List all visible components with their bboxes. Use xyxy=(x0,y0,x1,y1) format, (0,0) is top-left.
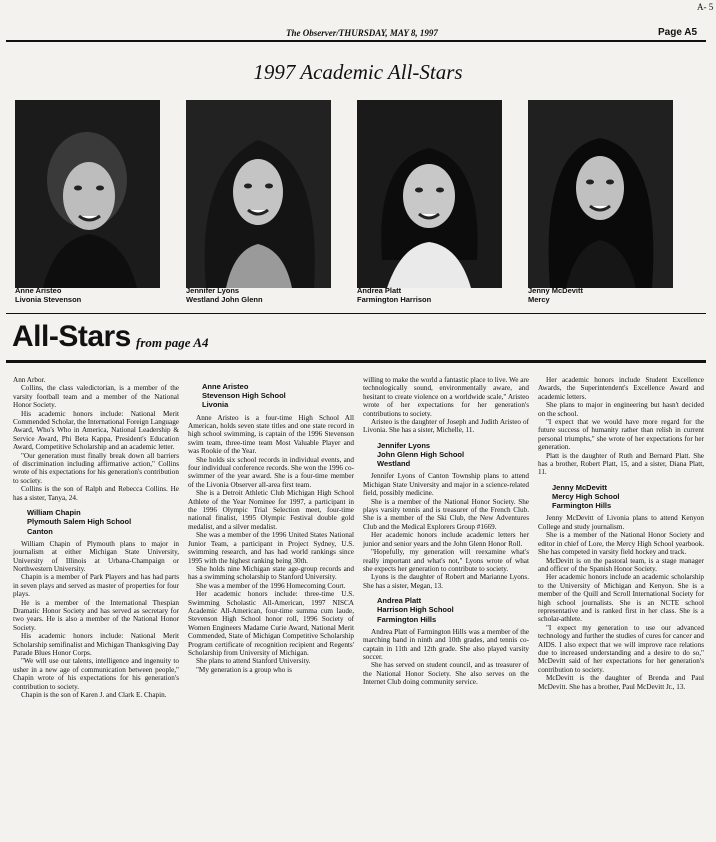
jump-line: from page A4 xyxy=(136,335,209,350)
paper-dateline: The Observer/THURSDAY, MAY 8, 1997 xyxy=(286,28,438,38)
school-line: Farmington Hills xyxy=(377,614,437,624)
portrait-image xyxy=(357,100,502,288)
caption-anne-aristeo xyxy=(15,286,81,304)
photo-anne-aristeo xyxy=(15,100,160,288)
portrait-image xyxy=(528,100,673,288)
caption-school: Mercy xyxy=(528,295,550,304)
student-name: Andrea Platt xyxy=(377,596,422,606)
student-heading xyxy=(202,382,354,410)
school-line: John Glenn High School xyxy=(377,450,465,460)
header-rule xyxy=(6,40,706,42)
caption-andrea-platt xyxy=(357,286,431,304)
caption-school: Livonia Stevenson xyxy=(15,295,82,304)
article-paragraph: Andrea Platt of Farmington Hills was a member of the marching band in ninth and 10th grades, and tennis co-captain in 11th and 12th grade. She also played varsity soccer. xyxy=(363,627,529,661)
portrait-image xyxy=(15,100,160,288)
student-name: Anne Aristeo xyxy=(202,382,249,391)
article-paragraph: Collins, the class valedictorian, is a member of the varsity football team and a member of the National Honor Society. xyxy=(13,384,179,410)
article-paragraph: Her academic honors include: three-time U.S. Swimming Scholastic All-American, 1997 NISCA Academic All-American, four-time summa cum laude, Stevenson High School honor roll, 1996 Society of Women Engineers Madame Curie Award, National Merit Commended, State of Michigan Competitive Scholarship Program certificate of recognition recipient and Regents' Scholarship from University of Michigan. xyxy=(188,590,354,657)
article-paragraph: She is a member of the National Honor Society. She plays varsity tennis and is treasurer of the French Club. She is a member of the Ski Club, the New Adventures Club and the Medical Explorers Group #1669. xyxy=(363,497,529,531)
school-line: Westland xyxy=(377,459,411,469)
caption-name: Anne Aristeo xyxy=(15,286,62,295)
article-paragraph: She was a member of the 1996 United States National Junior Team, a participant in Project Sydney, U.S. swimming research, and has had world rankings since 1995 with the highest ranking being 30th. xyxy=(188,531,354,565)
caption-name: Jenny McDevitt xyxy=(528,286,584,295)
student-heading xyxy=(377,596,529,624)
page-title: 1997 Academic All-Stars xyxy=(253,60,463,84)
corner-mark: A- 5 xyxy=(697,2,714,12)
article-paragraph: "I expect my generation to use our advanced technology and further the studies of cures for cancer and AIDS. I also expect that we will improve race relations due to increased understanding and a desire to do so," McDevitt said of her expectations for her generation's contribution to society. xyxy=(538,623,704,674)
school-line: Livonia xyxy=(202,400,229,410)
article-column-2 xyxy=(188,376,354,674)
school-line: Mercy High School xyxy=(552,492,620,502)
article-paragraph: McDevitt is the daughter of Brenda and Paul McDevitt. She has a brother, Paul McDevitt Jr., 13. xyxy=(538,674,704,691)
photo-jennifer-lyons xyxy=(186,100,331,288)
article-paragraph: Collins is the son of Ralph and Rebecca Collins. He has a sister, Tanya, 24. xyxy=(13,485,179,502)
student-name: Jenny McDevitt xyxy=(552,482,608,492)
article-paragraph: She plans to major in engineering but hasn't decided on the school. xyxy=(538,401,704,418)
article-paragraph: Her academic honors include an academic scholarship to the University of Michigan and Kenyon. She is a member of the Quill and Scroll International Society for high school journalists. She is an NCTE school representative and is ranked first in her class. She is a scholar-athlete. xyxy=(538,573,704,624)
article-column-4 xyxy=(538,376,704,691)
student-heading xyxy=(377,441,529,469)
school-line: Farmington Hills xyxy=(552,501,612,511)
article-paragraph: Ann Arbor. xyxy=(13,376,46,384)
article-paragraph: She is a Detroit Athletic Club Michigan High School Athlete of the Year Nominee for 1997, a participant in the 1996 Olympic Trial Selection meet, four-time national finalist, 1995 Olympic Festival double gold medalist, and a silver medalist. xyxy=(188,489,354,531)
article-paragraph: His academic honors include: National Merit Scholarship semifinalist and Michigan Thanksgiving Day Parade Blues Honor Corps. xyxy=(13,632,179,657)
article-paragraph: "Hopefully, my generation will reexamine what's really important and what's not," Lyons wrote of what she expects her generation to contribute to society. xyxy=(363,548,529,573)
page-number: Page A5 xyxy=(658,27,698,38)
caption-jennifer-lyons xyxy=(186,286,263,304)
section-divider xyxy=(6,313,706,314)
student-heading xyxy=(27,508,179,536)
article-paragraph: Her academic honors include Student Excellence Awards, the Superintendent's Excellence Award and academic letters. xyxy=(538,376,704,401)
article-column-3 xyxy=(363,376,529,687)
photo-andrea-platt xyxy=(357,100,502,288)
caption-name: Jennifer Lyons xyxy=(186,286,240,295)
portrait-image xyxy=(186,100,331,288)
article-paragraph: She plans to attend Stanford University. xyxy=(196,657,311,666)
article-paragraph: She holds nine Michigan state age-group records and has a swimming scholarship to Stanford University. xyxy=(188,564,354,582)
article-paragraph: His academic honors include: National Merit Commended Scholar, the International Foreign Language Award, Who's Who in America, National Leadership & Service Award, Phi Beta Kappa, President's Education Award, Competitive Scholarship and an academic letter. xyxy=(13,409,179,452)
article-paragraph: Jenny McDevitt of Livonia plans to attend Kenyon College and study journalism. xyxy=(538,514,704,531)
article-paragraph: willing to make the world a fantastic place to live. We are technologically sound, environmentally aware, and hesitant to create violence on a worldwide scale," Aristeo wrote of her expectations for her generation's contributions to society. xyxy=(363,376,529,418)
student-name: William Chapin xyxy=(27,508,81,518)
article-paragraph: Platt is the daughter of Ruth and Bernard Platt. She has a brother, Robert Platt, 15, and a sister, Diana Platt, 11. xyxy=(538,451,704,477)
section-heading: All-Stars xyxy=(12,320,131,353)
student-name: Jennifer Lyons xyxy=(377,440,431,450)
article-paragraph: She has served on student council, and as treasurer of the National Honor Society. She also serves on the Internet Club doing community service. xyxy=(363,661,529,687)
page-header xyxy=(0,0,716,38)
article-paragraph: Her academic honors include academic letters her junior and senior years and the John Glenn Honor Roll. xyxy=(363,531,529,548)
caption-school: Westland John Glenn xyxy=(186,295,263,304)
article-paragraph: Chapin is the son of Karen J. and Clark E. Chapin. xyxy=(21,691,167,700)
article-paragraph: "I expect that we would have more regard for the future success of humanity rather than relish in current personal triumphs," she wrote of her expectations for her generation. xyxy=(538,418,704,452)
article-column-1 xyxy=(13,376,179,699)
caption-school: Farmington Harrison xyxy=(357,295,432,304)
school-line: Canton xyxy=(27,526,53,536)
article-paragraph: William Chapin of Plymouth plans to major in journalism at either Michigan State University, University of Illinois at Urbana-Champaign or Northwestern University. xyxy=(13,539,179,573)
article-paragraph: She holds six school records in individual events, and four individual conference records. She won the 1996 co-swimmer of the year award. She is a four-time member of the Livonia Observer all-area first team. xyxy=(188,455,354,489)
caption-jenny-mcdevitt xyxy=(528,286,583,304)
school-line: Harrison High School xyxy=(377,605,454,615)
school-line: Plymouth Salem High School xyxy=(27,517,132,527)
article-paragraph: She was a member of the 1996 Homecoming Court. xyxy=(196,581,346,590)
section-rule xyxy=(6,360,706,363)
article-paragraph: Chapin is a member of Park Players and has had parts in seven plays and served as master of properties for four plays. xyxy=(13,573,179,599)
school-line: Stevenson High School xyxy=(202,391,286,401)
article-paragraph: McDevitt is on the pastoral team, is a stage manager and officer of the Spanish Honor Society. xyxy=(538,556,704,573)
article-paragraph: She is a member of the National Honor Society and editor in chief of Lore, the Mercy High School yearbook. She has competed in varsity field hockey and track. xyxy=(538,531,704,557)
article-paragraph: "We will use our talents, intelligence and ingenuity to usher in a new age of communication between people," Chapin wrote of his expectations for his generation's contribution to society. xyxy=(13,657,179,691)
article-paragraph: "My generation is a group who is xyxy=(196,665,292,674)
student-heading xyxy=(552,483,704,511)
article-paragraph: Lyons is the daughter of Robert and Marianne Lyons. She has a sister, Megan, 13. xyxy=(363,573,529,590)
article-paragraph: "Our generation must finally break down all barriers of discrimination including affirmative action," Collins wrote of his expectations for his generation's contribution to society. xyxy=(13,451,179,485)
caption-name: Andrea Platt xyxy=(357,286,402,295)
photo-jenny-mcdevitt xyxy=(528,100,673,288)
article-paragraph: Anne Aristeo is a four-time High School All American, holds seven state titles and one state record in high school swimming, is captain of the 1996 Stevenson swim team, three-time team Most Valuable Player and was Rookie of the Year. xyxy=(188,413,354,456)
article-paragraph: Aristeo is the daughter of Joseph and Judith Aristeo of Livonia. She has a sister, Michelle, 11. xyxy=(363,418,529,435)
article-paragraph: He is a member of the International Thespian Dramatic Honor Society and has served as secretary for two years. He is also a member of the National Honor Society. xyxy=(13,598,179,632)
article-paragraph: Jennifer Lyons of Canton Township plans to attend Michigan State University and major in a science-related field, possibly medicine. xyxy=(363,472,529,498)
